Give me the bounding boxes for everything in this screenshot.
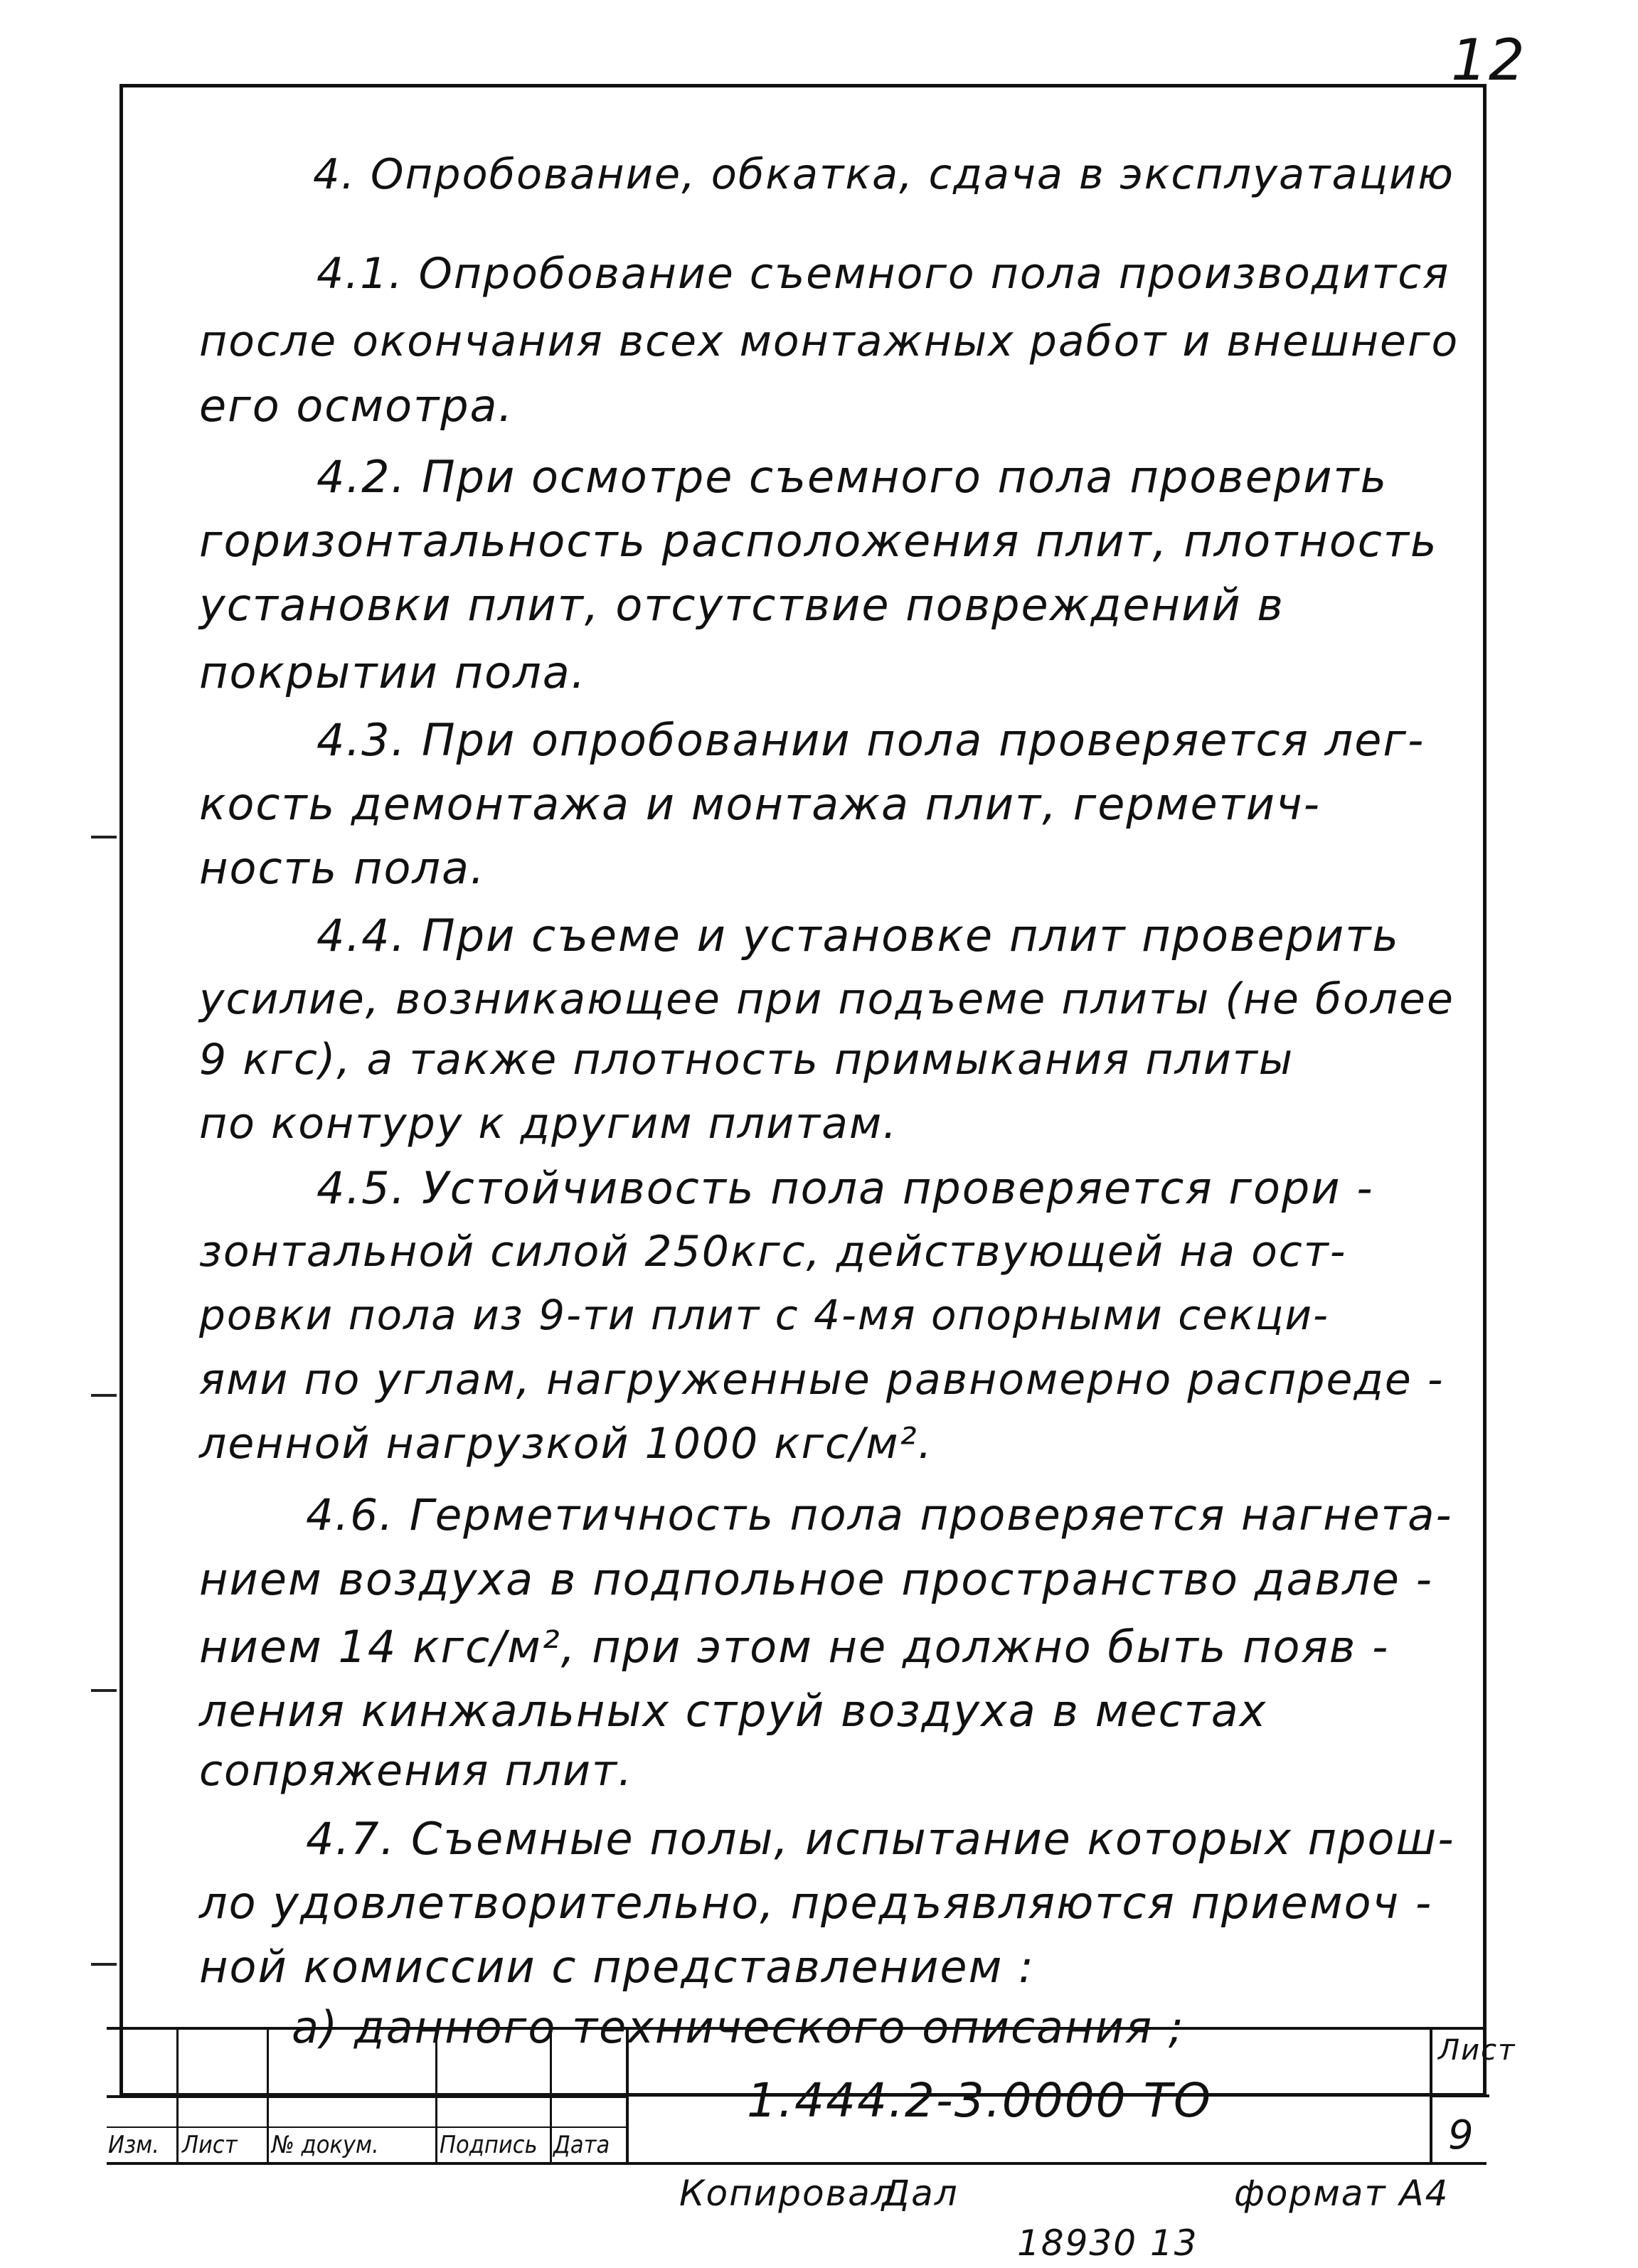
- title-block-bottom-line: [107, 2162, 1487, 2165]
- title-block-divider: [550, 2027, 552, 2162]
- title-block-divider: [176, 2027, 179, 2162]
- sheet-cell-label: Лист: [1438, 2034, 1516, 2067]
- text-line: горизонтальность расположения плит, плотность: [199, 515, 1438, 567]
- sheet-cell-value: 9: [1448, 2112, 1475, 2158]
- text-line: 4.2. При осмотре съемного пола проверить: [317, 451, 1388, 503]
- text-line: 4.4. При съеме и установке плит проверить: [317, 910, 1400, 962]
- section-heading: 4. Опробование, обкатка, сдача в эксплуатацию: [313, 149, 1454, 198]
- title-block-divider: [267, 2027, 269, 2162]
- title-block-divider: [435, 2027, 437, 2162]
- sheet-cell: [1430, 2027, 1516, 2162]
- text-line: 4.3. При опробовании пола проверяется лег-: [317, 714, 1425, 766]
- text-line: усилие, возникающее при подъеме плиты (не более: [199, 974, 1454, 1024]
- copier-signature: Дал: [882, 2173, 959, 2214]
- text-line: кость демонтажа и монтажа плит, герметич-: [199, 778, 1321, 830]
- text-line: после окончания всех монтажных работ и внешнего: [199, 316, 1459, 366]
- sheet-cell-divider: [1432, 2094, 1489, 2097]
- margin-tick: [91, 1394, 117, 1397]
- col-label-doc-number: № докум.: [272, 2131, 379, 2159]
- text-line: ло удовлетворительно, предъявляются приемоч -: [199, 1877, 1433, 1929]
- inventory-number: 18930 13: [1017, 2222, 1198, 2264]
- col-label-signature: Подпись: [440, 2131, 538, 2159]
- format-label: формат А4: [1234, 2173, 1450, 2214]
- text-line: 9 кгс), а также плотность примыкания плиты: [199, 1035, 1294, 1085]
- text-line: установки плит, отсутствие повреждений в: [199, 579, 1285, 631]
- text-line: его осмотра.: [199, 380, 514, 432]
- margin-tick: [91, 836, 117, 838]
- text-line: 4.5. Устойчивость пола проверяется гори -: [317, 1162, 1374, 1214]
- title-block-divider: [626, 2027, 629, 2162]
- margin-tick: [91, 1963, 117, 1966]
- text-line: 4.1. Опробование съемного пола производится: [317, 249, 1450, 299]
- text-line: 4.7. Съемные полы, испытание которых прош-: [306, 1813, 1455, 1865]
- text-line: ленной нагрузкой 1000 кгс/м².: [199, 1419, 933, 1469]
- col-label-date: Дата: [553, 2131, 610, 2159]
- margin-tick: [91, 1689, 117, 1692]
- text-line: зонтальной силой 250кгс, действующей на ост-: [199, 1227, 1347, 1277]
- col-label-change: Изм.: [108, 2131, 159, 2159]
- text-line: нием воздуха в подпольное пространство давле -: [199, 1553, 1433, 1605]
- title-block-row-line: [107, 2095, 626, 2098]
- text-line: ления кинжальных струй воздуха в местах: [199, 1685, 1267, 1737]
- title-block-row-line: [107, 2126, 626, 2128]
- text-line: ной комиссии с представлением :: [199, 1941, 1035, 1993]
- col-label-sheet: Лист: [182, 2131, 238, 2159]
- sheet-number-top: 12: [1451, 27, 1526, 93]
- text-line: ровки пола из 9-ти плит с 4-мя опорными секци-: [199, 1291, 1329, 1339]
- text-line: ями по углам, нагруженные равномерно распреде -: [199, 1355, 1445, 1405]
- text-line: нием 14 кгс/м², при этом не должно быть появ -: [199, 1621, 1390, 1673]
- copied-label: Копировал: [679, 2173, 895, 2214]
- title-block-top-line: [107, 2027, 1487, 2030]
- text-line: ность пола.: [199, 842, 486, 894]
- document-code: 1.444.2-3.0000 ТО: [747, 2073, 1212, 2128]
- text-line: а) данного технического описания ;: [292, 2001, 1185, 2053]
- text-line: по контуру к другим плитам.: [199, 1099, 898, 1149]
- text-line: покрытии пола.: [199, 646, 587, 698]
- text-line: сопряжения плит.: [199, 1746, 634, 1796]
- text-line: 4.6. Герметичность пола проверяется нагнета-: [306, 1490, 1453, 1540]
